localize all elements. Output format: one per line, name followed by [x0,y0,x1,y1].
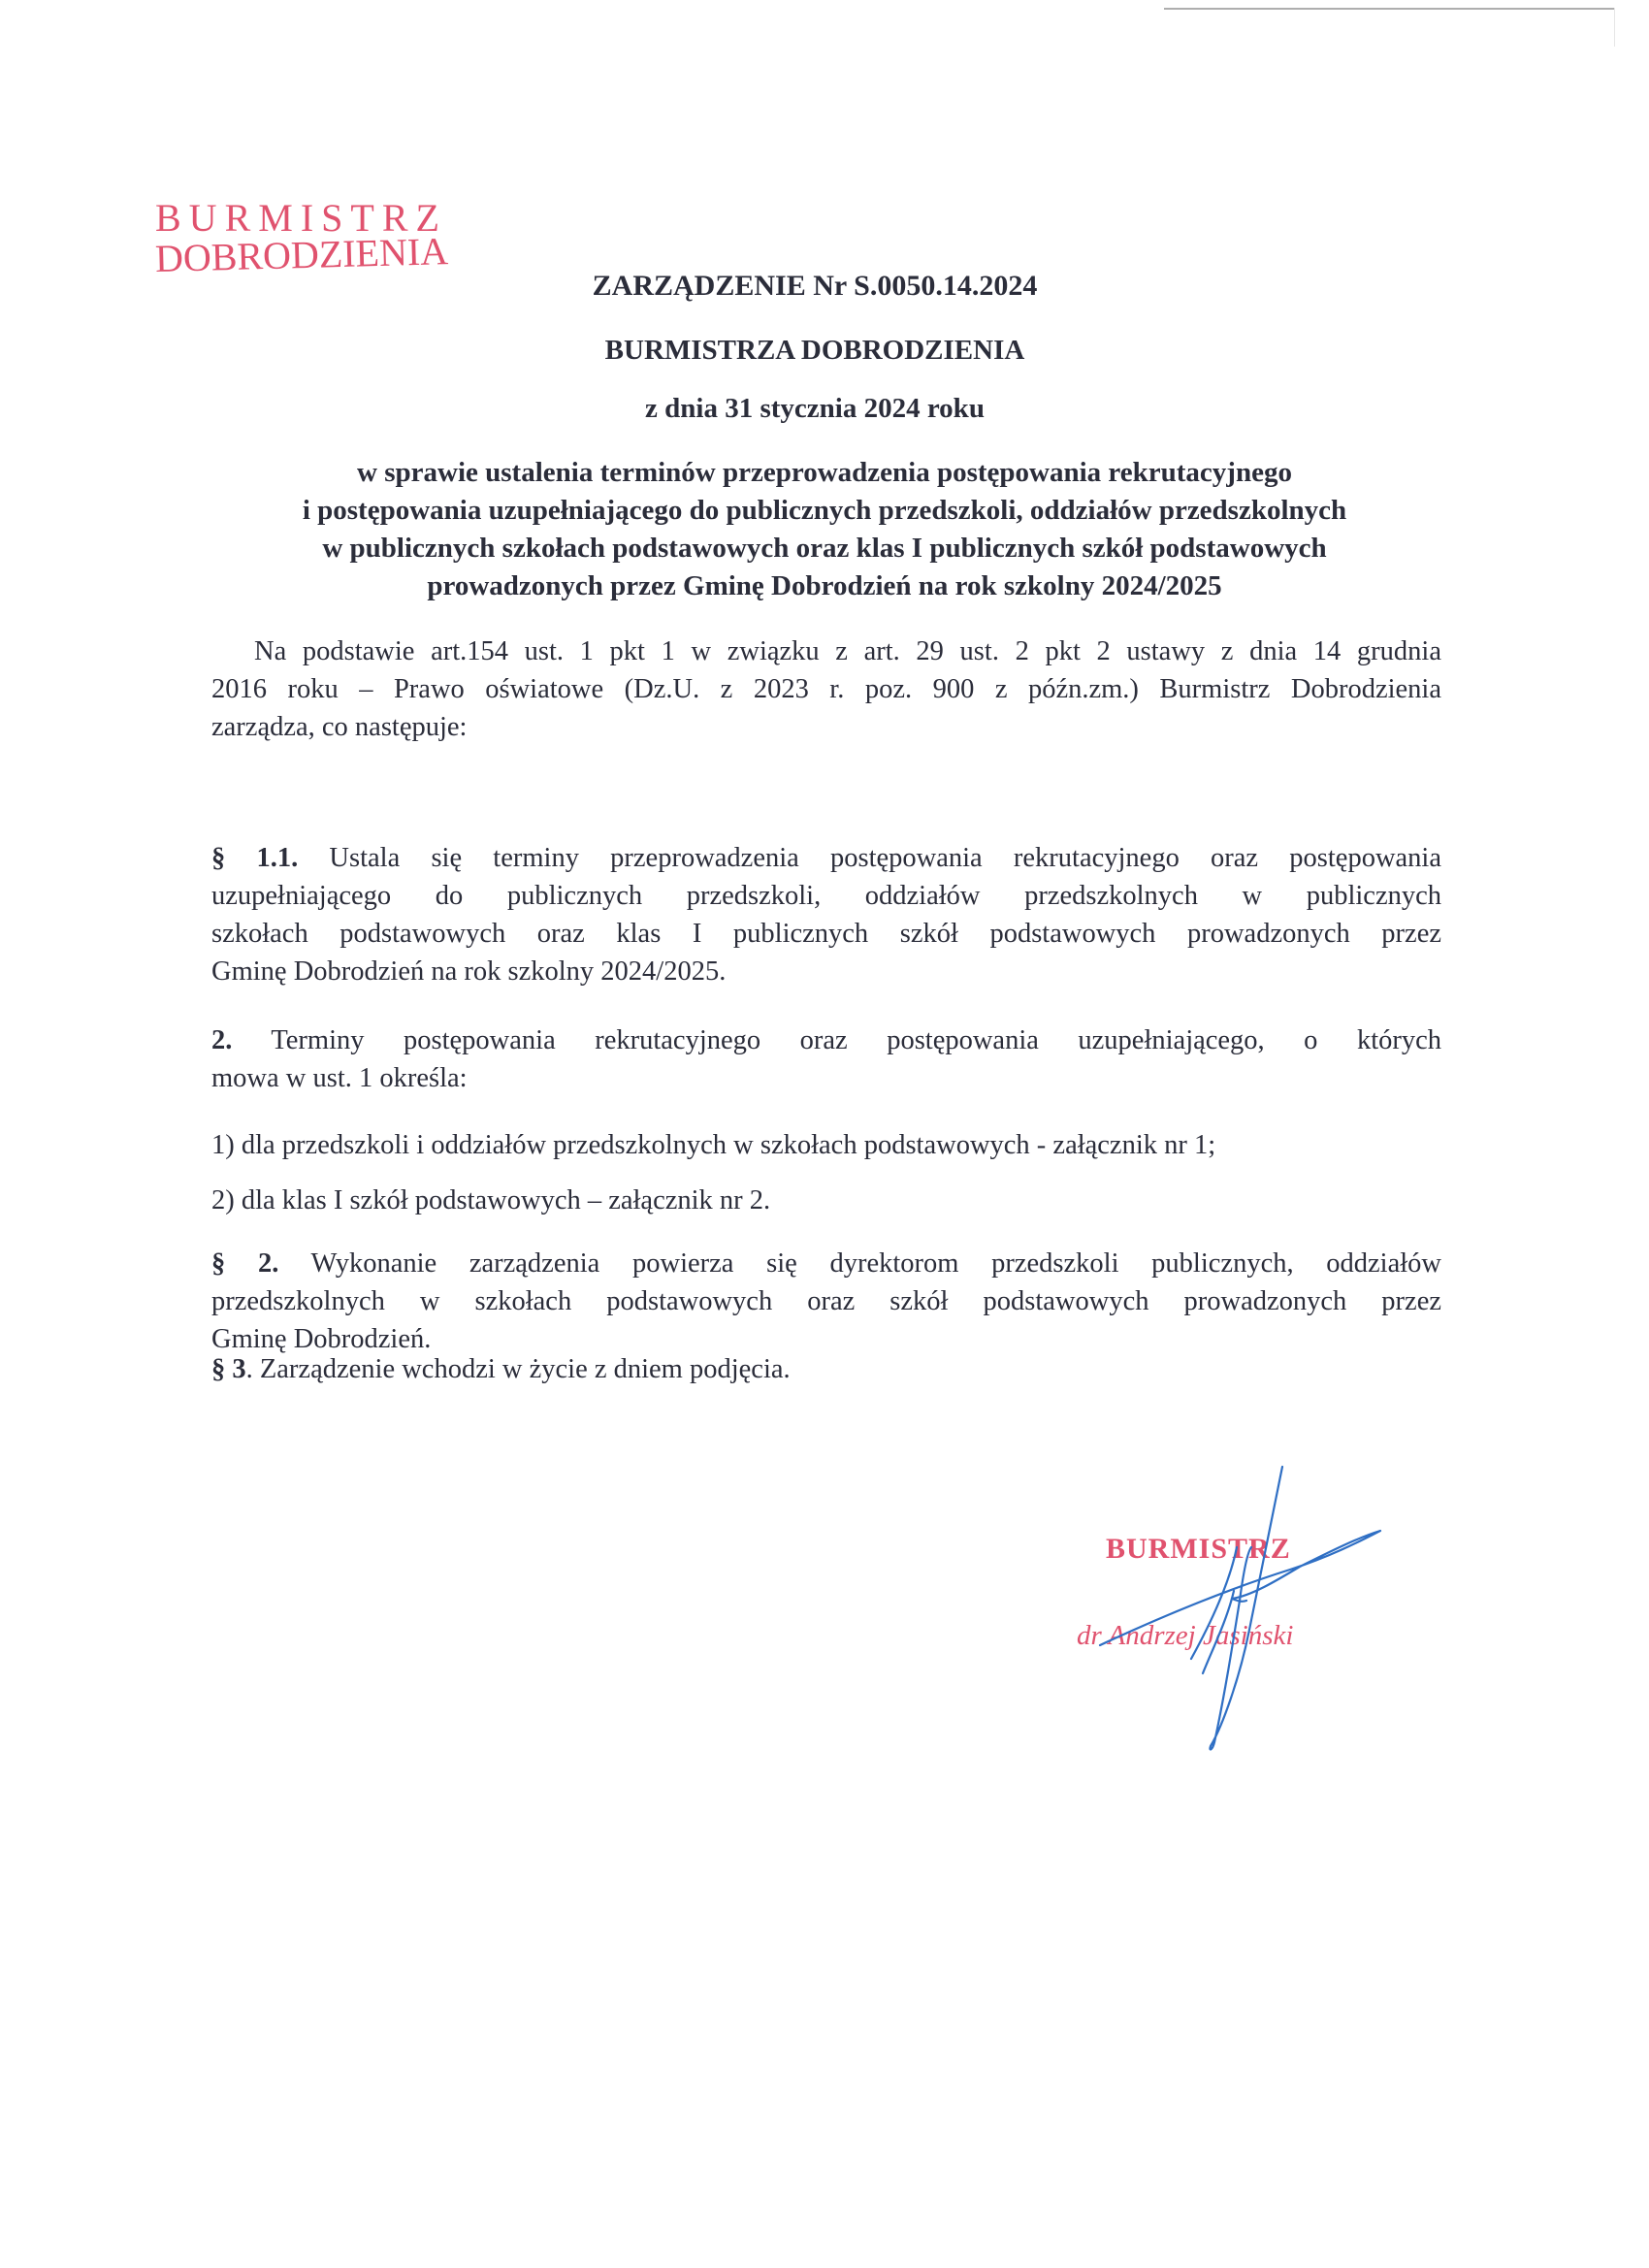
paragraph-text: Gminę Dobrodzień na rok szkolny 2024/2025. [211,956,727,987]
document-date: z dnia 31 stycznia 2024 roku [645,393,985,424]
legal-basis-paragraph [211,632,1441,746]
paragraph-text: Wykonanie zarządzenia powierza się dyrektorom przedszkoli publicznych, oddziałów [278,1248,1442,1279]
subject-line: w sprawie ustalenia terminów przeprowadzenia postępowania rekrutacyjnego [357,457,1292,488]
paragraph-1-1 [211,839,1441,990]
list-item-annex-2: 2) dla klas I szkół podstawowych – załącznik nr 2. [211,1185,771,1215]
subject-line: prowadzonych przez Gminę Dobrodzień na rok szkolny 2024/2025 [427,570,1222,601]
document-subject [175,454,1474,605]
intro-line: zarządza, co następuje: [211,712,468,742]
paragraph-label: § 2. [211,1248,279,1279]
signature-block [1067,1455,1416,1766]
document-issuer: BURMISTRZA DOBRODZIENIA [604,335,1025,366]
subject-line: w publicznych szkołach podstawowych oraz klas I publicznych szkół podstawowych [322,533,1327,564]
paragraph-text: mowa w ust. 1 określa: [211,1063,468,1093]
signature-stamp-title: BURMISTRZ [1106,1533,1291,1565]
subject-line: i postępowania uzupełniającego do publicznych przedszkoli, oddziałów przedszkolnych [302,495,1347,526]
scan-edge-line-right [1614,8,1615,47]
paragraph-text: Terminy postępowania rekrutacyjnego oraz postępowania uzupełniającego, o których [232,1025,1441,1055]
intro-line: 2016 roku – Prawo oświatowe (Dz.U. z 2023 r. poz. 900 z późn.zm.) Burmistrz Dobrodzienia [211,674,1441,704]
list-item-annex-1: 1) dla przedszkoli i oddziałów przedszkolnych w szkołach podstawowych - załącznik nr 1; [211,1130,1216,1160]
paragraph-1-2 [211,1021,1441,1097]
handwritten-signature-icon [1067,1455,1416,1766]
paragraph-label: 2. [211,1025,233,1055]
paragraph-text: . Zarządzenie wchodzi w życie z dniem podjęcia. [245,1354,791,1384]
scan-edge-line [1164,8,1615,10]
paragraph-text: Ustala się terminy przeprowadzenia postępowania rekrutacyjnego oraz postępowania [298,843,1442,873]
signature-stamp-name: dr Andrzej Jasiński [1077,1620,1294,1651]
paragraph-text: przedszkolnych w szkołach podstawowych oraz szkół podstawowych prowadzonych przez [211,1286,1441,1316]
paragraph-text: uzupełniającego do publicznych przedszkoli, oddziałów przedszkolnych w publicznych [211,881,1441,911]
paragraph-label: § 1.1. [211,843,299,873]
paragraph-text: Gminę Dobrodzień. [211,1324,432,1354]
intro-line: Na podstawie art.154 ust. 1 pkt 1 w związku z art. 29 ust. 2 pkt 2 ustawy z dnia 14 grudnia [254,636,1441,666]
paragraph-2 [211,1245,1441,1358]
paragraph-3 [211,1350,1441,1388]
paragraph-label: § 3 [211,1354,246,1384]
document-number: ZARZĄDZENIE Nr S.0050.14.2024 [592,270,1038,302]
stamp-line-2: DOBRODZIENIA [154,229,449,280]
office-stamp [154,196,449,280]
stamp-line-1: BURMISTRZ [155,196,447,240]
paragraph-text: szkołach podstawowych oraz klas I publicznych szkół podstawowych prowadzonych przez [211,919,1441,949]
